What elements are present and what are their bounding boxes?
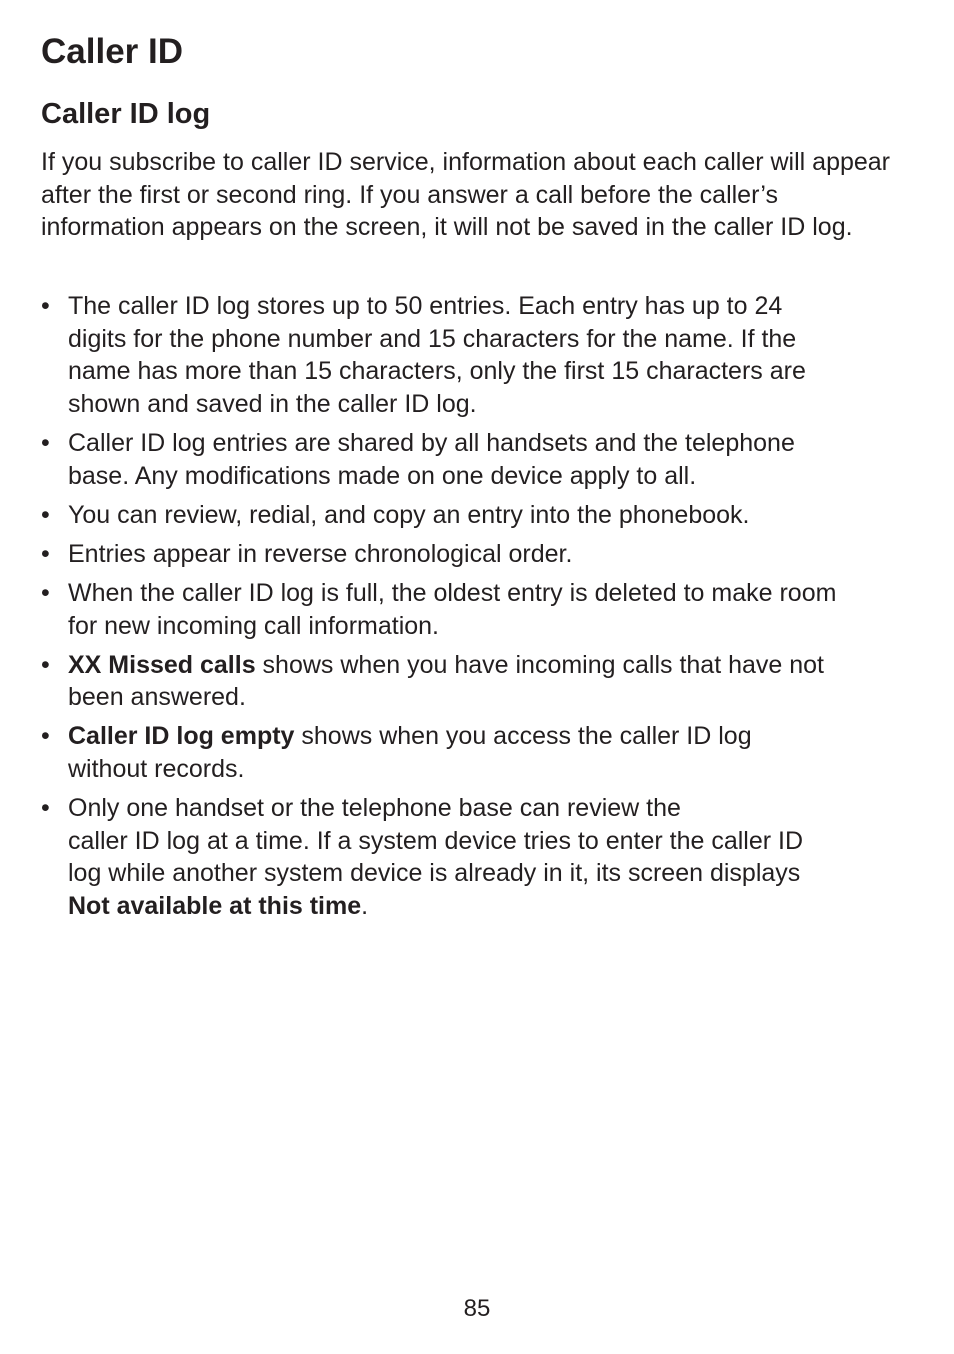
bullet-icon: • [41,722,50,751]
list-item-text: name has more than 15 characters, only the first 15 characters are [68,357,806,386]
page-heading: Caller ID [41,32,183,71]
bullet-icon: • [41,650,50,679]
list-item-text: Caller ID log entries are shared by all handsets and the telephone [68,429,795,458]
list-item-text: digits for the phone number and 15 characters for the name. If the [68,324,797,353]
list-item [41,720,911,785]
list-item-text: been answered. [68,683,246,712]
bullet-icon: • [41,429,50,458]
bullet-icon: • [41,793,50,822]
list-item-text: You can review, redial, and copy an entry into the phonebook. [68,500,750,529]
intro-paragraph: If you subscribe to caller ID service, information about each caller will appear after the first or second ring. If you answer a call before the caller’s information appears on the screen, it will not be saved in the caller ID log. [41,148,891,242]
list-item [41,792,911,923]
bullet-icon: • [41,578,50,607]
list-item-text: shows when you have incoming calls that have not [255,650,824,679]
list-item-text: log while another system device is already in it, its screen displays [68,859,801,888]
list-item-text: for new incoming call information. [68,611,439,640]
page-number: 85 [463,1295,491,1322]
list-item-text [68,649,911,682]
bullet-list [41,290,911,929]
bullet-icon: • [41,292,50,320]
list-item-text: Entries appear in reverse chronological order. [68,539,573,568]
not-available-message: Not available at this time [68,892,362,921]
list-item [41,427,911,492]
list-item-text: without records. [68,754,245,783]
list-item-text: . [361,892,369,921]
list-item-text [68,720,911,753]
list-item [41,577,911,642]
list-item [41,649,911,714]
list-item [41,499,911,532]
list-item-text [68,890,911,923]
list-item-text: Only one handset or the telephone base can review the [68,793,681,822]
list-item-text: When the caller ID log is full, the oldest entry is deleted to make room [68,578,837,607]
log-empty-term: Caller ID log empty [68,722,295,751]
bullet-icon: • [41,539,50,568]
bullet-icon: • [41,500,50,529]
list-item [41,538,911,571]
list-item [41,290,911,421]
missed-calls-term: XX Missed calls [68,650,256,679]
list-item-text: base. Any modifications made on one device apply to all. [68,461,697,490]
list-item-text: The caller ID log stores up to 50 entries. Each entry has up to 24 [68,292,783,320]
list-item-text: shown and saved in the caller ID log. [68,390,477,419]
section-heading: Caller ID log [41,98,211,130]
list-item-text: caller ID log at a time. If a system device tries to enter the caller ID [68,826,804,855]
list-item-text: shows when you access the caller ID log [294,722,752,751]
